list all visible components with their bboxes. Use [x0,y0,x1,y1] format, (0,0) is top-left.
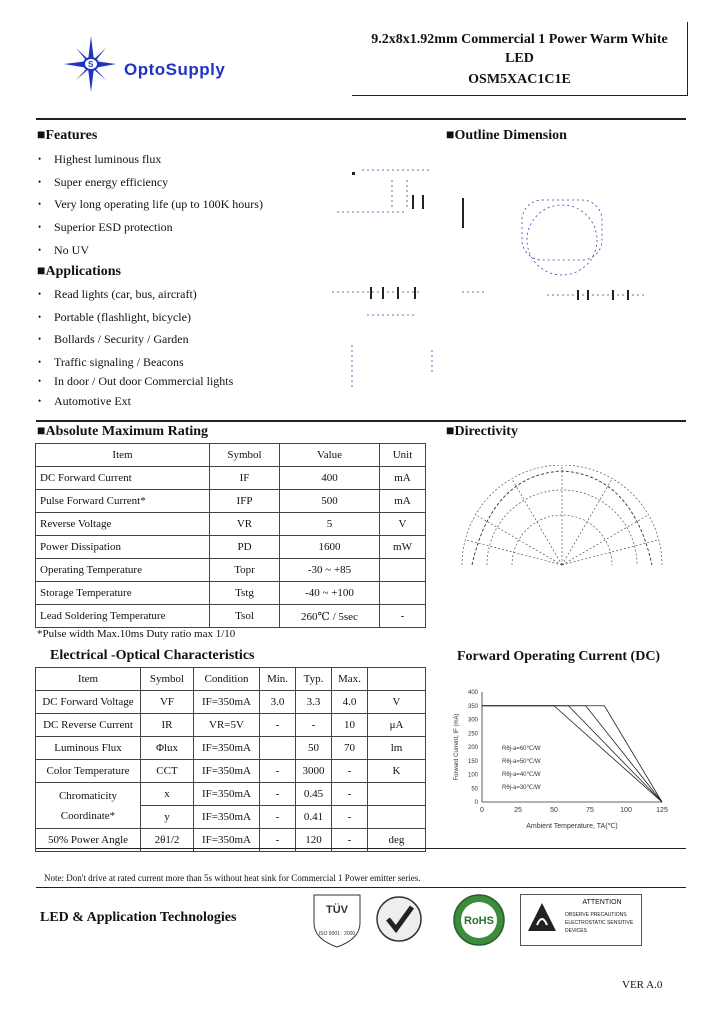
table-row [36,582,426,605]
cell: 3.0 [260,691,296,714]
cell: VR=5V [194,714,260,737]
x-tick-label: 0 [480,807,484,814]
cell: IF [210,467,280,490]
footer-note: Note: Don't drive at rated current more than 5s without heat sink for Commercial 1 Power emitter series. [44,873,421,883]
cell: 3000 [296,760,332,783]
col-header: Unit [380,444,426,467]
version: VER A.0 [622,979,663,991]
list-item: • Highest luminous flux [54,152,161,167]
col-header [368,668,426,691]
col-header: Symbol [141,668,194,691]
footer-rule [36,887,686,888]
cell: IF=350mA [194,691,260,714]
col-header: Condition [194,668,260,691]
list-item: • Automotive Ext [54,394,131,409]
cell: CCT [141,760,194,783]
list-item: • Super energy efficiency [54,175,168,190]
features-heading: ■Features [37,128,98,143]
cell: IR [141,714,194,737]
chroma-label: Chromaticity [58,789,118,802]
cell: VR [210,513,280,536]
col-header: Value [280,444,380,467]
cell: Operating Temperature [36,559,210,582]
product-title: 9.2x8x1.92mm Commercial 1 Power Warm White LED [371,32,668,66]
col-header: Item [36,444,210,467]
series-legend-label: Rθj-a=30℃/W [502,785,541,791]
series-legend-label: Rθj-a=40℃/W [502,772,541,778]
cell: IF=350mA [194,760,260,783]
cell: 400 [280,467,380,490]
outline-heading: ■Outline Dimension [446,128,567,143]
rohs-badge [452,892,506,948]
cell: PD [210,536,280,559]
directivity-polar-chart [452,465,672,575]
cell [380,559,426,582]
cell: 0.45 [296,783,332,806]
cell: Color Temperature [36,760,141,783]
cell: -30 ~ +85 [280,559,380,582]
cell: Luminous Flux [36,737,141,760]
y-tick-label: 0 [474,800,478,806]
cell: Tsol [210,605,280,628]
y-tick-label: 200 [467,745,478,751]
cell: IF=350mA [194,783,260,806]
lower-rule [36,848,686,849]
cell: -40 ~ +100 [280,582,380,605]
cell: - [260,806,296,829]
list-item: • In door / Out door Commercial lights [54,374,233,389]
cell: 10 [332,714,368,737]
quality-cert-badge [374,893,424,945]
cell: mA [380,490,426,513]
y-tick-label: 400 [467,690,478,696]
table-row [36,605,426,628]
tuv-cert-badge [306,893,368,949]
attention-title: ATTENTION [582,899,622,906]
electrical-heading: Electrical -Optical Characteristics [50,648,255,663]
tuv-label: TÜV [326,904,348,916]
cell [260,737,296,760]
y-tick-label: 150 [467,758,478,765]
esd-attention-box [520,894,642,946]
cell: lm [368,737,426,760]
x-axis-label: Ambient Temperature, TA(℃) [526,823,618,830]
y-tick-label: 50 [471,786,478,793]
cell: 0.41 [296,806,332,829]
cell: x [141,783,194,806]
cell: DC Forward Voltage [36,691,141,714]
cell: - [260,783,296,806]
cell [380,582,426,605]
cell: 260℃ / 5sec [280,605,380,628]
cell: DC Reverse Current [36,714,141,737]
y-tick-label: 350 [467,703,478,710]
top-rule [36,118,686,120]
cell: - [332,760,368,783]
table-header-row [36,444,426,467]
cell: 3.3 [296,691,332,714]
cell: DC Forward Current [36,467,210,490]
cell: 1600 [280,536,380,559]
cell: Tstg [210,582,280,605]
table-row [36,559,426,582]
cell: - [332,783,368,806]
cell [368,783,426,806]
cell: VF [141,691,194,714]
list-item: • No UV [54,243,89,258]
cell: - [260,760,296,783]
list-item: • Bollards / Security / Garden [54,332,189,347]
electrical-table [35,667,426,852]
cell: - [380,605,426,628]
forward-current-chart [448,680,688,830]
cell: 120 [296,829,332,852]
checkmark-seal-icon [374,893,424,945]
cell: IF=350mA [194,829,260,852]
cell: y [141,806,194,829]
star-logo-icon [56,34,126,94]
table-row [36,467,426,490]
cell: mA [380,467,426,490]
cell: 50% Power Angle [36,829,141,852]
table-row [36,490,426,513]
cell: 70 [332,737,368,760]
directivity-heading: ■Directivity [446,424,518,439]
cell: - [332,829,368,852]
cell: 5 [280,513,380,536]
cell: Pulse Forward Current* [36,490,210,513]
rohs-seal-icon [452,892,506,948]
table-header-row [36,668,426,691]
list-item: • Superior ESD protection [54,220,173,235]
x-tick-label: 75 [586,807,594,814]
cell: - [296,714,332,737]
table-row [36,691,426,714]
table-row [36,760,426,783]
cell: K [368,760,426,783]
cell: Storage Temperature [36,582,210,605]
list-item: • Read lights (car, bus, aircraft) [54,287,197,302]
table-row [36,783,426,806]
title-box [352,22,688,96]
svg-text:S: S [88,60,94,69]
company-logo [56,34,286,94]
table-row [36,714,426,737]
cell: mW [380,536,426,559]
col-header: Item [36,668,141,691]
series-legend-label: Rθj-a=60℃/W [502,746,541,752]
col-header: Symbol [210,444,280,467]
col-header: Min. [260,668,296,691]
cell [36,783,141,829]
cell: IF=350mA [194,737,260,760]
cell: - [260,829,296,852]
table-row [36,536,426,559]
y-tick-label: 300 [467,717,478,724]
abs-max-table [35,443,426,628]
mid-rule [36,420,686,422]
y-tick-label: 100 [467,772,478,779]
outline-dimension-drawing [322,150,672,400]
esd-warning-icon [527,901,557,939]
series-legend-label: Rθj-a=50℃/W [502,759,541,765]
cell: Topr [210,559,280,582]
cell [368,806,426,829]
table-row [36,737,426,760]
cell: 4.0 [332,691,368,714]
x-tick-label: 25 [514,807,522,814]
company-tagline: LED & Application Technologies [40,910,237,925]
applications-heading: ■Applications [37,264,121,279]
attention-text: OBSERVE PRECAUTIONS ELECTROSTATIC SENSITIVE DEVICES [565,912,634,934]
cell: Power Dissipation [36,536,210,559]
part-number: OSM5XAC1C1E [468,72,571,87]
cell: 2θ1/2 [141,829,194,852]
x-tick-label: 50 [550,807,558,814]
cell: Φlux [141,737,194,760]
cell: Reverse Voltage [36,513,210,536]
rohs-label: RoHS [464,915,494,927]
x-tick-label: 100 [620,807,632,814]
table-row [36,513,426,536]
cell: IFP [210,490,280,513]
iso-label: ISO 9001 : 2000 [318,931,356,937]
list-item: • Portable (flashlight, bicycle) [54,310,191,325]
cell: 50 [296,737,332,760]
cell: V [368,691,426,714]
col-header: Max. [332,668,368,691]
chroma-label: Coordinate* [60,809,116,822]
cell: 500 [280,490,380,513]
y-tick-label: 250 [467,731,478,738]
col-header: Typ. [296,668,332,691]
list-item: • Very long operating life (up to 100K hours) [54,197,263,212]
abs-max-heading: ■Absolute Maximum Rating [37,424,209,439]
cell: - [332,806,368,829]
x-tick-label: 125 [656,807,668,814]
cell: V [380,513,426,536]
cell: IF=350mA [194,806,260,829]
list-item: • Traffic signaling / Beacons [54,355,184,370]
cell: - [260,714,296,737]
tuv-shield-icon [306,893,368,949]
y-axis-label: Forward Current, IF (mA) [454,713,460,781]
pulse-note: *Pulse width Max.10ms Duty ratio max 1/10 [37,628,236,640]
brand-name: OptoSupply [124,60,226,79]
chart-title: Forward Operating Current (DC) [457,649,661,664]
cell: μA [368,714,426,737]
cell: deg [368,829,426,852]
cell: Lead Soldering Temperature [36,605,210,628]
